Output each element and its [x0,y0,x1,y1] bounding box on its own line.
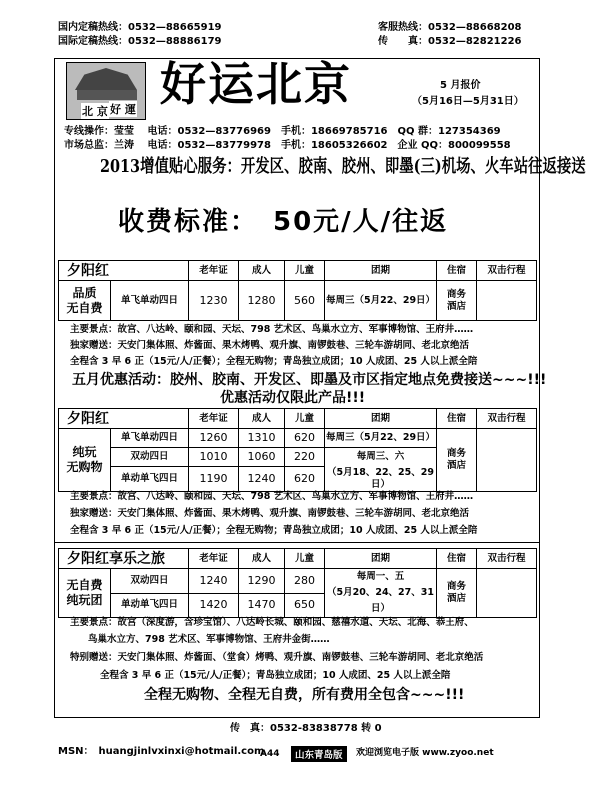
price-senior: 1240 [189,569,239,594]
package-table-3 [58,548,537,618]
contact-row-1: 专线操作：莹莹 电话：0532—83776969 手机：18669785716 QQ 群：127354369 [64,126,501,137]
lodging: 商务 酒店 [437,569,477,618]
price-adult: 1310 [239,429,285,448]
transport: 单动单飞四日 [111,593,189,618]
price-senior: 1260 [189,429,239,448]
footer-msn[interactable]: MSN： huangjinlvxinxi@hotmail.com [58,746,265,757]
col-senior: 老年证 [189,549,239,569]
slogan: 全程无购物、全程无自费，所有费用全包含~~~!!! [144,687,465,703]
gifts: 独家赠送：天安门集体照、炸酱面、果木烤鸭、观升旗、南锣鼓巷、三轮车游胡同、老北京绝活 [70,340,470,351]
gifts: 特别赠送：天安门集体照、炸酱面、（堂食）烤鸭、观升旗、南锣鼓巷、三轮车游胡同、老北京绝活 [70,652,484,663]
sights: 主要景点：故宫、八达岭、颐和园、天坛、798 艺术区、鸟巢水立方、军事博物馆、王府井…… [70,491,474,502]
col-adult: 成人 [239,261,285,281]
price-child: 620 [285,429,325,448]
col-itinerary[interactable]: 双击行程 [477,549,537,569]
col-dates: 团期 [325,409,437,429]
terms: 全程含 3 早 6 正（15元/人/正餐）；青岛独立成团；10 人成团、25 人以上派全陪 [100,670,451,681]
price-child: 220 [285,448,325,467]
logo [66,62,146,120]
col-itinerary[interactable]: 双击行程 [477,261,537,281]
website-link[interactable]: 欢迎浏览电子版 www.zyoo.net [356,748,494,758]
terms: 全程含 3 早 6 正（15元/人/正餐）；全程无购物；青岛独立成团；10 人成团、25 人以上派全陪 [70,525,478,536]
price-adult: 1060 [239,448,285,467]
col-itinerary[interactable]: 双击行程 [477,409,537,429]
package-tag: 纯玩 无购物 [59,429,111,492]
logo-text-left: 北 京 [82,105,108,118]
service-banner: 2013增值贴心服务：开发区、胶南、胶州、即墨(三)机场、火车站往返接送 [100,156,586,177]
col-child: 儿童 [285,261,325,281]
terms: 全程含 3 早 6 正（15元/人/正餐）；全程无购物；青岛独立成团；10 人成团、25 人以上派全陪 [70,356,478,367]
service-hotline: 客服热线：0532—88668208 [378,22,522,33]
price-adult: 1470 [239,593,285,618]
package-table-2 [58,408,537,492]
col-lodging: 住宿 [437,409,477,429]
edition-tag: 山东青岛版 [291,746,347,762]
tour-dates: 每周三（5月22、29日） [325,429,437,448]
palace-roof-icon [75,68,137,90]
price-adult: 1240 [239,467,285,492]
col-adult: 成人 [239,549,285,569]
itinerary-cell[interactable] [477,281,537,321]
price-adult: 1290 [239,569,285,594]
gifts: 独家赠送：天安门集体照、炸酱面、果木烤鸭、观升旗、南锣鼓巷、三轮车游胡同、老北京绝活 [70,508,470,519]
col-child: 儿童 [285,409,325,429]
package-name: 夕阳红 [59,409,189,429]
fax-line: 传 真：0532—82821226 [378,36,522,47]
bottom-fax: 传 真：0532-83838778 转 0 [230,723,382,734]
sights: 主要景点：故宫（深度游，含珍宝馆）、八达岭长城、颐和园、慈禧水道、天坛、北海、恭王府、 [70,617,474,628]
price-child: 280 [285,569,325,594]
sights-cont: 鸟巢水立方、798 艺术区、军事博物馆、王府井金街…… [88,634,330,645]
col-adult: 成人 [239,409,285,429]
transport: 单飞单动四日 [111,429,189,448]
col-senior: 老年证 [189,261,239,281]
tour-dates: （5月18、22、25、29日） [325,467,437,492]
itinerary-cell[interactable] [477,569,537,618]
col-lodging: 住宿 [437,549,477,569]
price-senior: 1420 [189,593,239,618]
transport: 单动单飞四日 [111,467,189,492]
intl-hotline: 国际定稿热线：0532—88886179 [58,36,222,47]
price-child: 560 [285,281,325,321]
palace-wall-icon [77,90,137,100]
logo-text-right: 好 運 [110,103,136,116]
col-lodging: 住宿 [437,261,477,281]
package-name: 夕阳红享乐之旅 [59,549,189,569]
transport: 双动四日 [111,569,189,594]
tour-dates: 每周三、六 [325,448,437,467]
price-adult: 1280 [239,281,285,321]
brand-title: 好运北京 [160,57,352,111]
package-tag: 无自费 纯玩团 [59,569,111,618]
quote-month: 5 月报价 [440,80,481,91]
price-senior: 1190 [189,467,239,492]
quote-dates: （5月16日—5月31日） [412,96,524,107]
promo-2: 优惠活动仅限此产品!!! [220,390,366,406]
package-tag: 品质 无自费 [59,281,111,321]
col-senior: 老年证 [189,409,239,429]
package-table-1 [58,260,537,321]
package-name: 夕阳红 [59,261,189,281]
lodging: 商务 酒店 [437,281,477,321]
tour-dates: 每周一、五 （5月20、24、27、31日） [325,569,437,618]
sights: 主要景点：故宫、八达岭、颐和园、天坛、798 艺术区、鸟巢水立方、军事博物馆、王府井…… [70,324,474,335]
col-child: 儿童 [285,549,325,569]
promo-1: 五月优惠活动：胶州、胶南、开发区、即墨及市区指定地点免费接送~~~!!! [72,372,547,388]
price-senior: 1230 [189,281,239,321]
transport: 单飞单动四日 [111,281,189,321]
tour-dates: 每周三（5月22、29日） [325,281,437,321]
itinerary-cell[interactable] [477,429,537,492]
price-senior: 1010 [189,448,239,467]
fee-standard: 收费标准： 50元/人/往返 [118,207,449,237]
lodging: 商务 酒店 [437,429,477,492]
section-divider [54,542,540,543]
price-child: 650 [285,593,325,618]
col-dates: 团期 [325,549,437,569]
col-dates: 团期 [325,261,437,281]
price-child: 620 [285,467,325,492]
contact-row-2: 市场总监：兰涛 电话：0532—83779978 手机：18605326602 企业 QQ：800099558 [64,140,511,151]
transport: 双动四日 [111,448,189,467]
domestic-hotline: 国内定稿热线：0532—88665919 [58,22,222,33]
page-number: A44 [260,749,280,759]
